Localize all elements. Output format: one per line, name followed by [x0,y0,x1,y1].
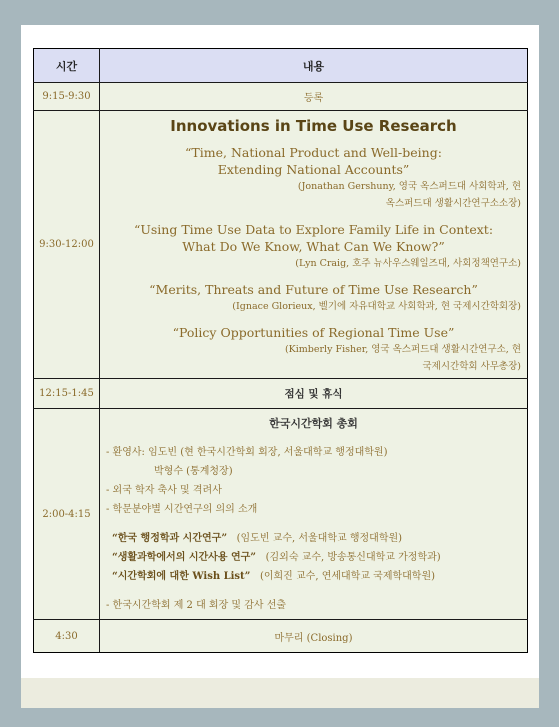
session1-content [100,111,528,379]
registration-label: 등록 [100,83,528,111]
presentation-title: “시간학회에 대한 Wish List” [112,571,251,582]
talk-item [106,324,521,375]
closing-row [34,620,528,653]
talk-item [106,144,521,212]
schedule-table [33,48,528,653]
presentation-presenter: (이희진 교수, 연세대학교 국제학대학원) [259,571,436,582]
presentation-presenter: (임도빈 교수, 서울대학교 행정대학원) [236,533,403,544]
table-header-row [34,49,528,83]
header-time: 시간 [34,49,100,83]
session3-content [100,409,528,620]
presentation-presenter: (김외숙 교수, 방송통신대학교 가정학과) [265,552,441,563]
talk-title: “Policy Opportunities of Regional Time Use” [172,325,455,340]
talk-speaker: (Ignace Glorieux, 벨기에 자유대학교 사회학과, 현 국제시간학회장) [232,301,521,312]
presentation-title: “생활과학에서의 시간사용 연구” [112,552,257,563]
closing-time: 4:30 [34,620,100,653]
talk-item [106,221,521,272]
agenda-item: - 외국 학자 축사 및 격려사 [106,485,222,496]
talk-title: “Using Time Use Data to Explore Family Life in Context: What Do We Know, What Can We Know?” [133,222,494,254]
talk-item [106,281,521,315]
presentation-item [106,529,521,548]
lunch-time: 12:15-1:45 [34,379,100,409]
talk-speaker: (Jonathan Gershuny, 영국 옥스퍼드대 사회학과, 현 옥스퍼드대 생활시간연구소소장) [297,181,521,209]
welcome-line: - 환영사: 임도빈 (현 한국시간학회 회장, 서울대학교 행정대학원) [106,447,388,458]
talk-title: “Merits, Threats and Future of Time Use Research” [149,282,478,297]
agenda-item: - 학문분야별 시간연구의 의의 소개 [106,504,258,515]
closing-label: 마무리 (Closing) [100,620,528,653]
header-content: 내용 [100,49,528,83]
registration-time: 9:15-9:30 [34,83,100,111]
session3-time: 2:00-4:15 [34,409,100,620]
presentation-item [106,548,521,567]
session1-row [34,111,528,379]
agenda-item: - 한국시간학회 제 2 대 회장 및 감사 선출 [106,600,287,611]
session1-time: 9:30-12:00 [34,111,100,379]
registration-row [34,83,528,111]
talk-speaker: (Lyn Craig, 호주 뉴사우스웨일즈대, 사회정책연구소) [295,258,521,269]
lunch-label: 점심 및 휴식 [100,379,528,409]
session1-title: Innovations in Time Use Research [170,117,457,135]
presentation-item [106,567,521,586]
session3-row [34,409,528,620]
talk-title: “Time, National Product and Well-being: Extending National Accounts” [185,145,442,177]
page-bottom-band [21,678,539,708]
welcome-line-2: 박형수 (통계청장) [154,466,233,477]
lunch-row [34,379,528,409]
session3-title: 한국시간학회 총회 [269,417,358,430]
presentation-title: “한국 행정학과 시간연구” [112,533,228,544]
talk-speaker: (Kimberly Fisher, 영국 옥스퍼드대 생활시간연구소, 현 국제시간학회 사무총장) [284,344,521,372]
